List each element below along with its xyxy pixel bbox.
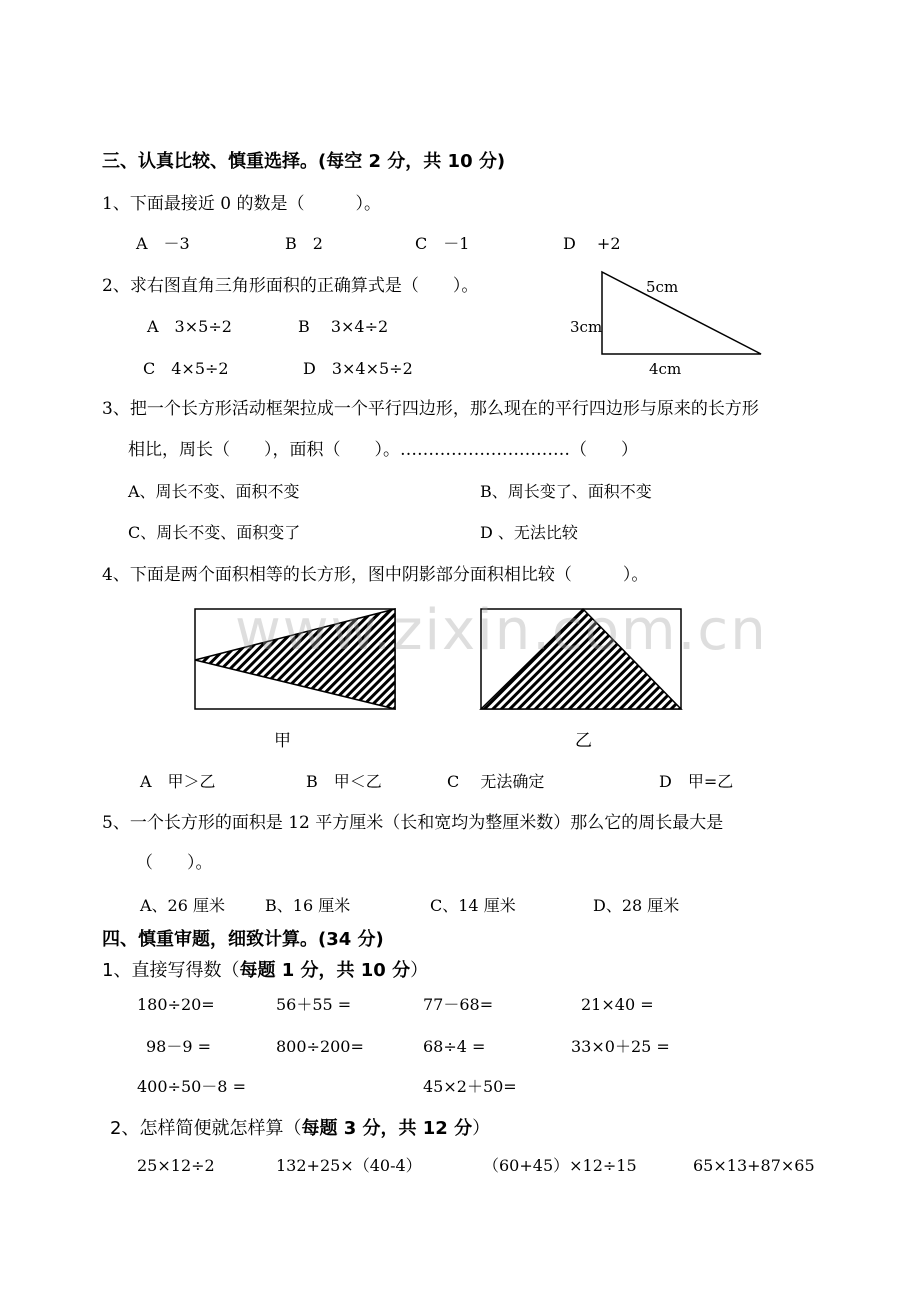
q4-option-a: A 甲＞乙 [140,772,216,791]
q1-option-c: C －1 [415,234,470,253]
calc-1-3: 77－68= [423,995,494,1014]
right-triangle [602,272,761,354]
q4-option-d: D 甲=乙 [659,772,734,791]
right-triangle-figure [560,262,780,382]
calc-2-3: 68÷4 = [423,1037,486,1056]
calc-1-4: 21×40 = [581,995,654,1014]
simplify-4: 65×13+87×65 [693,1156,815,1175]
q5-option-c: C、14 厘米 [430,896,516,915]
q5-option-a: A、26 厘米 [140,896,226,915]
section-4-title: 四、慎重审题，细致计算。(34 分) [102,929,384,950]
part1-close: ） [410,960,429,981]
calc-1-2: 56＋55 = [276,995,352,1014]
calc-2-1: 98－9 = [146,1037,212,1056]
q3-option-a: A、周长不变、面积不变 [128,482,300,501]
part1-heading [102,960,428,982]
q4-option-c: C 无法确定 [447,772,545,791]
calc-2-2: 800÷200= [276,1037,364,1056]
figure-label-jia: 甲 [274,731,291,751]
q3-option-c: C、周长不变、面积变了 [128,523,301,542]
q2-option-a: A 3×5÷2 [147,317,232,336]
calc-3-1: 400÷50－8 = [137,1077,246,1096]
left-side-label: 3cm [570,318,603,336]
q3-option-b: B、周长变了、面积不变 [480,482,652,501]
q2-text: 2、求右图直角三角形面积的正确算式是（ ）。 [102,276,479,296]
watermark: www.zixin.com.cn [235,598,768,663]
part1-points: 每题 1 分，共 10 分 [239,960,411,981]
part2-close: ） [472,1118,491,1139]
q1-option-b: B 2 [285,234,323,253]
part2-points: 每题 3 分，共 12 分 [301,1118,473,1139]
q3-line2: 相比，周长（ ），面积（ ）。…………………………（ ） [128,440,638,460]
q5-option-d: D、28 厘米 [593,896,680,915]
hypotenuse-label: 5cm [646,278,679,296]
simplify-1: 25×12÷2 [137,1156,215,1175]
q4-text: 4、下面是两个面积相等的长方形，图中阴影部分面积相比较（ ）。 [102,565,649,585]
q2-option-c: C 4×5÷2 [143,359,229,378]
part1-label: 1、直接写得数（ [102,960,240,981]
q3-line1: 3、把一个长方形活动框架拉成一个平行四边形，那么现在的平行四边形与原来的长方形 [102,399,759,419]
calc-2-4: 33×0＋25 = [571,1037,670,1056]
q2-option-b: B 3×4÷2 [298,317,389,336]
q4-option-b: B 甲＜乙 [306,772,382,791]
simplify-3: （60+45）×12÷15 [483,1156,637,1175]
q5-line2: （ ）。 [136,853,213,873]
q1-text: 1、下面最接近 0 的数是（ ）。 [102,194,381,214]
simplify-2: 132+25×（40-4） [276,1156,422,1175]
q5-option-b: B、16 厘米 [265,896,351,915]
q2-option-d: D 3×4×5÷2 [303,359,413,378]
section-3-title: 三、认真比较、慎重选择。(每空 2 分，共 10 分) [102,151,506,172]
q1-option-d: D +2 [563,234,621,253]
bottom-side-label: 4cm [649,360,682,378]
part2-label: 2、怎样简便就怎样算（ [110,1118,302,1139]
q5-line1: 5、一个长方形的面积是 12 平方厘米（长和宽均为整厘米数）那么它的周长最大是 [102,813,724,833]
figure-label-yi: 乙 [575,731,592,751]
q3-option-d: D 、无法比较 [480,523,578,542]
part2-heading [110,1118,490,1140]
calc-1-1: 180÷20= [137,995,215,1014]
q1-option-a: A －3 [136,234,190,253]
calc-3-2: 45×2＋50= [423,1077,517,1096]
